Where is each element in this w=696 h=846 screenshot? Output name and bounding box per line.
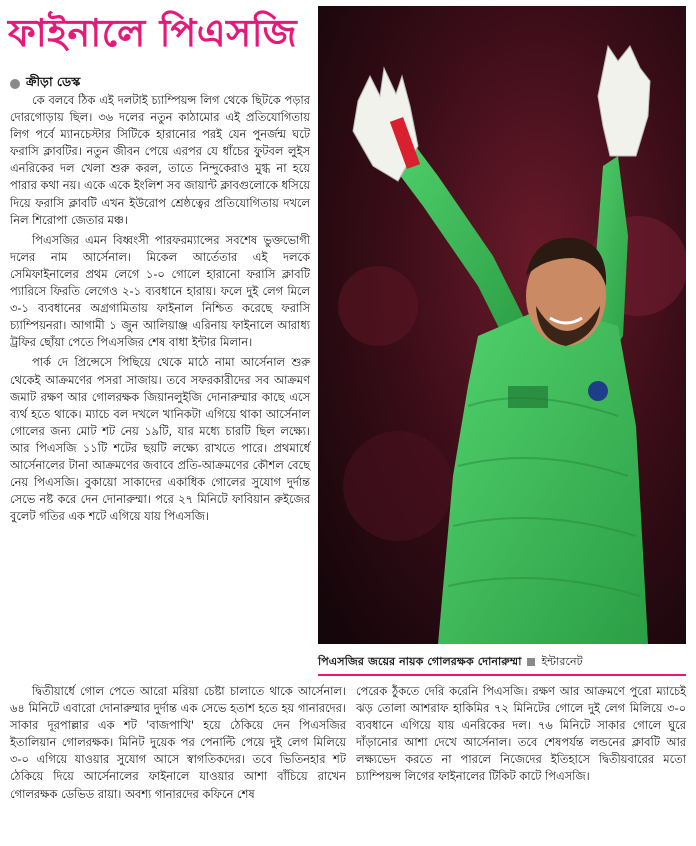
goalkeeper-photo [318,6,686,644]
caption-source: ইন্টারনেট [541,655,583,668]
article-left-column [10,92,310,528]
paragraph-5: পেরেক ঠুঁকতে দেরি করেনি পিএসজি। রক্ষণ আর আক্রমণে পুরো ম্যাচেই ঝড় তোলা আশরাফ হাকিমির ৭২ মিনিটের গোলে দুই লেগ মিলিয়ে ৩-০ ব্যবধানে এগিয়ে যায় এনরিকের দল। ৭৬ মিনিটে সাকার গোলে ঘুরে দাঁড়ানোর আশা দেখে আর্সেনাল। তবে শেষপর্যন্ত লন্ডনের ক্লাবটি আর লক্ষ্যভেদ করতে না পারলে নিজেদের ইতিহাসে দ্বিতীয়বারের মতো চ্যাম্পিয়ন্স লিগের ফাইনালের টিকিট কাটে পিএসজি। [356,684,686,784]
paragraph-2: পিএসজির এমন বিধ্বংসী পারফরম্যান্সের সবশেষ ভুক্তভোগী দলের নাম আর্সেনাল। মিকেল আর্তেতার এই দলকে সেমিফাইনালের প্রথম লেগে ১-০ গোলে হারানো ফরাসি ক্লাবটি প্যারিসে ফিরতি লেগেও ২-১ ব্যবধানে হারায়। ফলে দুই লেগ মিলে ৩-১ ব্যবধানের অগ্রগামিতায় ফাইনাল নিশ্চিত করেছে ফরাসি চ্যাম্পিয়নরা। আগামী ১ জুন আলিয়াঞ্জ এরিনায় ফাইনালে আরাধ্য ট্রফির ছোঁয়া পেতে পিএসজির শেষ বাধা ইন্টার মিলান। [10,232,310,350]
article-bottom-right [356,683,686,786]
article-bottom-left [10,683,346,803]
bullet-icon [10,79,20,89]
byline [10,74,80,94]
headline: ফাইনালে পিএসজি [8,11,298,55]
square-bullet-icon [527,658,535,666]
photo-caption [318,650,686,676]
caption-text: পিএসজির জয়ের নায়ক গোলরক্ষক দোনারুম্মা [318,655,522,668]
paragraph-4: দ্বিতীয়ার্ধে গোল পেতে আরো মরিয়া চেষ্টা চালাতে থাকে আর্সেনাল। ৬৪ মিনিটে এবারো দোনারুম্মার দুর্দান্ত এক সেভে হতাশ হতে হয় গানারদের। সাকার দূরপাল্লার এক শট 'বাজপাখি' হয়ে ঠেকিয়ে দেন পিএসজির ইতালিয়ান গোলরক্ষক। মিনিট দুয়েক পর পেনাল্টি পেয়ে দুই লেগ মিলিয়ে ৩-০ এগিয়ে যাওয়ার সুযোগ আসে স্বাগতিকদের। তবে ভিতিনহার শট ঠেকিয়ে দিয়ে আর্সেনালের ফাইনালে যাওয়ার আশা বাঁচিয়ে রাখেন গোলরক্ষক ডেভিড রায়া। অবশ্য গানারদের কফিনে শেষ [10,684,346,801]
paragraph-1: কে বলবে ঠিক এই দলটাই চ্যাম্পিয়ন্স লিগ থেকে ছিটকে পড়ার দোরগোড়ায় ছিল। ৩৬ দলের নতুন কাঠামোর এই প্রতিযোগিতায় লিগ পর্বে ম্যানচেস্টার সিটিকে হারানোর পরই যেন পুনর্জন্ম ঘটে ফরাসি ক্লাবটির। নতুন জীবন পেয়ে এরপর যে ধাঁচের ফুটবল লুইস এনরিকের দল খেলা শুরু করল, তাতে নিন্দুকেরাও মুগ্ধ না হয়ে পারার কথা নয়। একে একে ইংলিশ সব জায়ান্ট ক্লাবগুলোকে ধসিয়ে দিয়ে ফরাসি ক্লাবটি এখন ইউরোপ শ্রেষ্ঠত্বের প্রতিযোগিতায় দখলে নিল শিরোপা জেতার মঞ্চ। [10,93,310,227]
paragraph-3: পার্ক দে প্রিন্সেসে পিছিয়ে থেকে মাঠে নামা আর্সেনাল শুরু থেকেই আক্রমণের পসরা সাজায়। তবে সফরকারীদের সব আক্রমণ জমাট রক্ষণ আর গোলরক্ষক জিয়ানলুইজি দোনারুম্মার কাছে এসে ব্যর্থ হতে থাকে। ম্যাচে বল দখলে খানিকটা এগিয়ে থাকা আর্সেনাল গোলের জন্য মোট শট নেয় ১৯টি, যার মধ্যে চারটি ছিল লক্ষ্যে। আর পিএসজি ১১টি শটের ছয়টি লক্ষ্যে রাখতে পারে। প্রথমার্ধে আর্সেনালের টানা আক্রমণের জবাবে প্রতি-আক্রমণের কৌশল বেছে নেয় পিএসজি। বুকায়ো সাকাদের একাধিক গোলের সুযোগ দুর্দান্ত সেভে নষ্ট করে দেন দোনারুম্মা। পরে ২৭ মিনিটে ফাবিয়ান রুইজের বুলেট গতির এক শটে এগিয়ে যায় পিএসজি। [10,355,310,524]
byline-text: ক্রীড়া ডেস্ক [26,74,81,89]
